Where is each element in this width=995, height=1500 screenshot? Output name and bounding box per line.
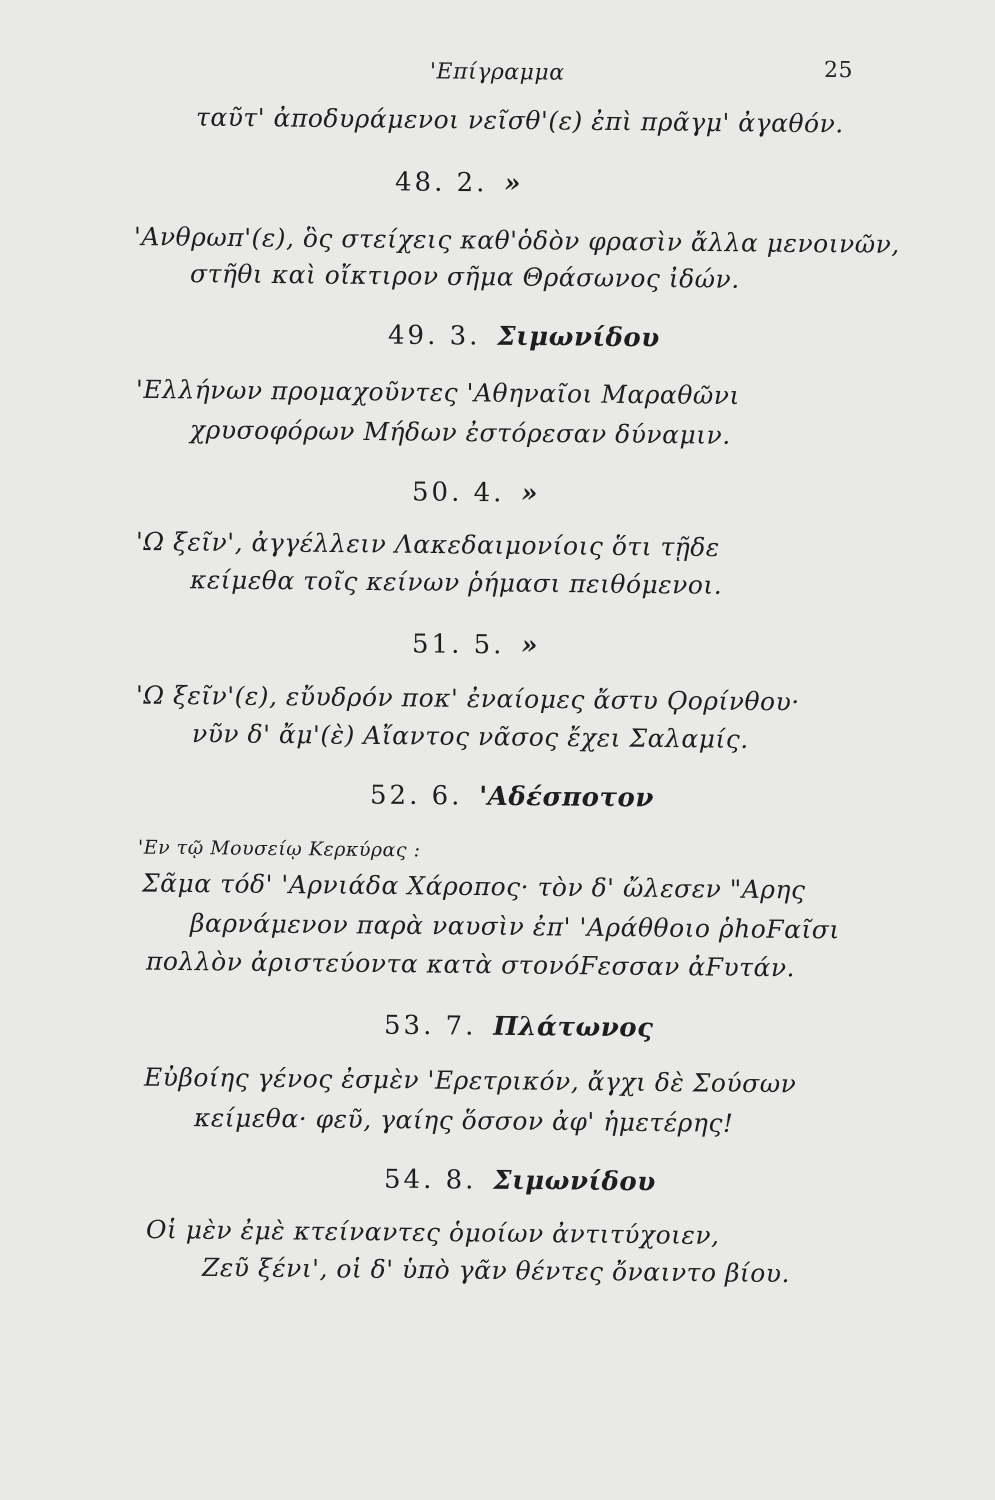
verse-line: πολλὸν ἀριστεύοντα κατὰ στονόϜεσσαν ἀϜυτάν. [146,946,796,983]
verse-line: Εὐβοίης γένος ἐσμὲν 'Ερετρικόν, ἄγχι δὲ Σούσων [144,1062,797,1099]
verse-line: νῦν δ' ἄμ'(ὲ) Αἴαντος νᾶσος ἔχει Σαλαμίς. [192,719,749,754]
verse-line: κείμεθα· φεῦ, γαίης ὅσσον ἀφ' ἡμετέρης! [194,1103,734,1138]
epigram-author: Πλάτωνος [493,1011,654,1044]
epigram-author: » [521,478,538,509]
inscription-note: 'Εν τῷ Μουσείῳ Κερκύρας : [138,836,421,862]
epigram-number: 48. 2. [395,167,488,199]
epigram-author: » [504,168,521,199]
epigram-heading-49 [388,321,660,354]
verse-line: κείμεθα τοῖς κείνων ῥήμασι πειθόμενοι. [190,565,723,600]
verse-line: χρυσοφόρων Μήδων ἐστόρεσαν δύναμιν. [190,415,731,450]
verse-line: Οἱ μὲν ἐμὲ κτείναντες ὁμοίων ἀντιτύχοιεν, [146,1214,720,1251]
running-header: 'Επίγραμμα [430,59,565,86]
epigram-author: Σιμωνίδου [493,1165,656,1198]
verse-line: Ζεῦ ξένι', οἱ δ' ὑπὸ γᾶν θέντες ὄναιντο βίου. [202,1252,790,1289]
epigram-number: 53. 7. [384,1010,477,1042]
verse-line: 'Ελλήνων προμαχοῦντες 'Αθηναῖοι Μαραθῶνι [136,374,740,411]
verse-line: στῆθι καὶ οἴκτιρον σῆμα Θράσωνος ἰδών. [190,259,740,294]
page-number: 25 [824,57,853,84]
epigram-heading-48 [395,167,521,198]
epigram-number: 51. 5. [412,629,505,661]
epigram-heading-50 [412,477,538,508]
verse-line: 'Ανθρωπ'(ε), ὃς στείχεις καθ'ὁδὸν φρασὶν ἄλλα μενοινῶν, [134,221,900,260]
epigram-heading-54 [384,1165,656,1198]
verse-line: βαρνάμενον παρὰ ναυσὶν ἐπ' 'Αράθθοιο ῥhοϜαῖσι [190,908,840,945]
epigram-heading-52 [370,781,654,814]
epigram-heading-51 [412,629,538,660]
epigram-author: Σιμωνίδου [497,321,660,354]
epigram-author: 'Αδέσποτον [479,781,654,814]
epigram-author: » [521,630,538,661]
epigram-number: 52. 6. [370,780,463,812]
epigram-number: 54. 8. [384,1164,477,1196]
verse-line: Σᾶμα τόδ' 'Αρνιάδα Χάροπος· τὸν δ' ὤλεσεν "Αρης [142,868,806,905]
verse-line: 'Ω ξεῖν'(ε), εὔυδρόν ποκ' ἐναίομες ἄστυ Ϙορίνθου· [136,680,800,717]
verse-line: ταῦτ' ἀποδυράμενοι νεῖσθ'(ε) ἐπὶ πρᾶγμ' ἀγαθόν. [196,102,844,139]
epigram-number: 49. 3. [388,320,481,352]
epigram-heading-53 [384,1011,653,1044]
verse-line: 'Ω ξεῖν', ἀγγέλλειν Λακεδαιμονίοις ὅτι τῇδε [136,526,720,563]
epigram-number: 50. 4. [412,477,505,509]
